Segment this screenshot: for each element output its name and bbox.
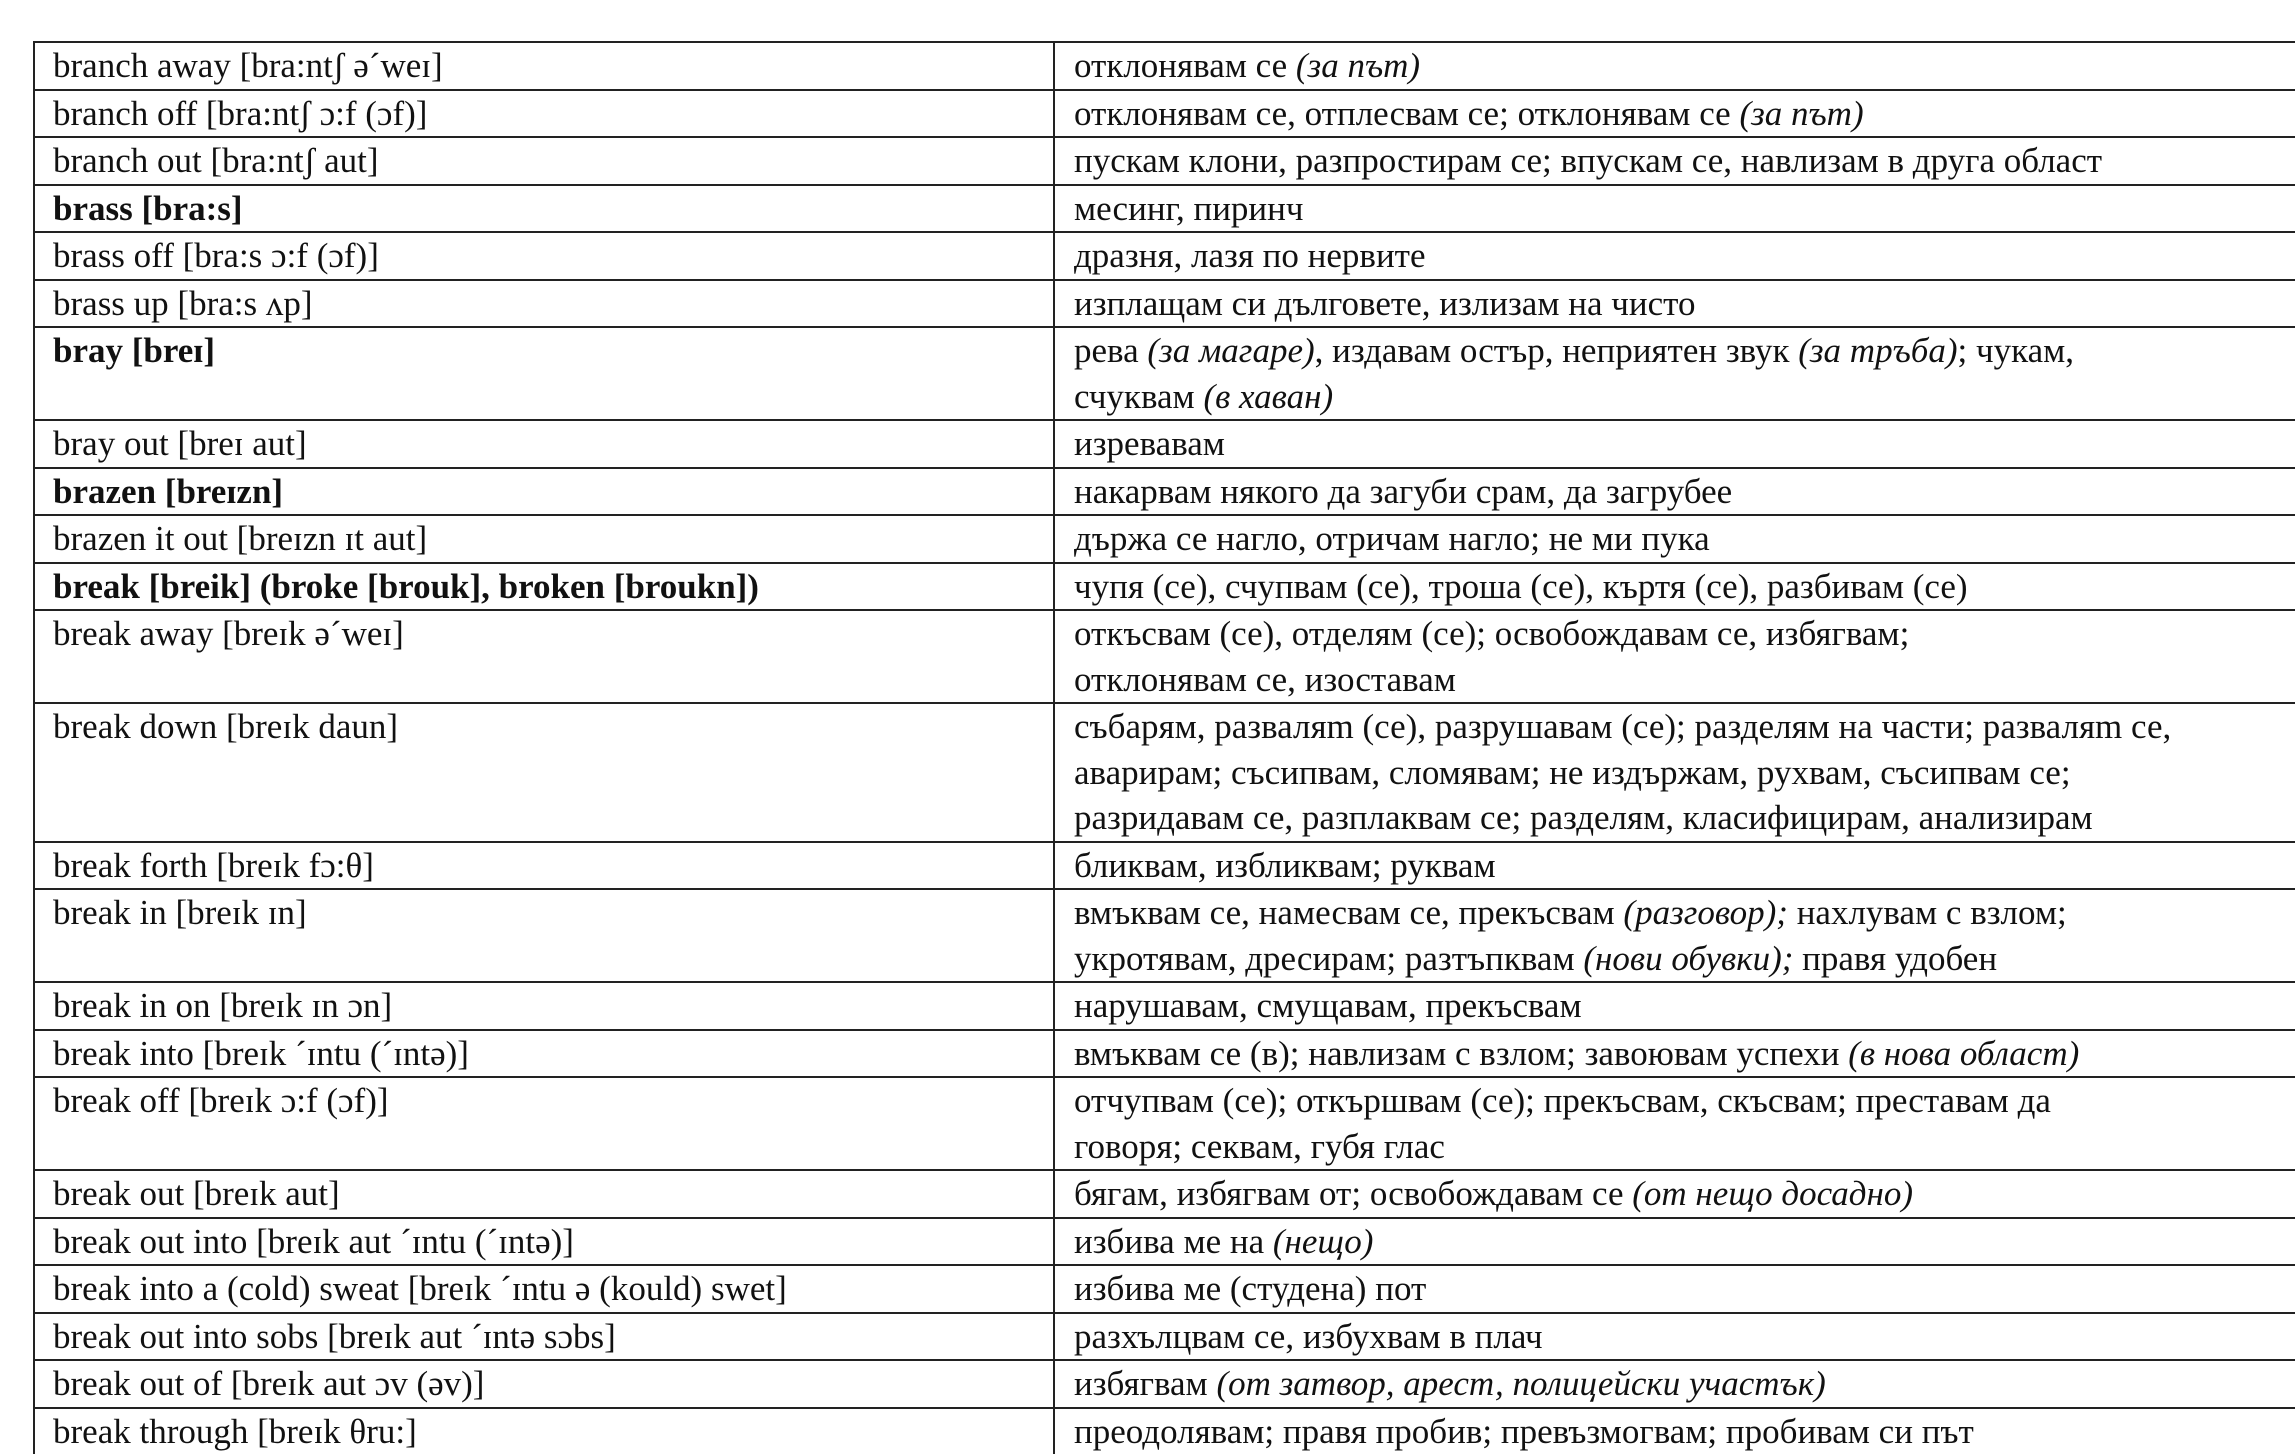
table-row (34, 982, 2295, 1030)
translation-line (1074, 43, 2295, 89)
table-row (34, 842, 2295, 890)
translation-line (1074, 374, 2295, 420)
english-term: branch away [bra:ntʃ ə´weɪ] (34, 42, 1054, 90)
bulgarian-translation (1054, 842, 2295, 890)
translation-text: счуквам (1074, 377, 1203, 416)
translation-text: разхълцвам се, избухвам в плач (1074, 1317, 1543, 1356)
usage-note: (за тръба) (1798, 331, 1957, 370)
translation-text: вмъквам се (в); навлизам с взлом; завоювам успехи (1074, 1034, 1848, 1073)
translation-text: избива ме (студена) пот (1074, 1269, 1426, 1308)
bulgarian-translation (1054, 1077, 2295, 1170)
translation-text: изплащам си дълговете, излизам на чисто (1074, 284, 1695, 323)
translation-text: отклонявам се (1074, 46, 1296, 85)
translation-line (1074, 564, 2295, 610)
english-term: break out of [breɪk aut ɔv (əv)] (34, 1360, 1054, 1408)
bulgarian-translation (1054, 1030, 2295, 1078)
bulgarian-translation (1054, 42, 2295, 90)
translation-text: отклонявам се, отплесвам се; отклонявам се (1074, 94, 1739, 133)
translation-text: преодолявам; правя пробив; превъзмогвам; пробивам си път (1074, 1412, 1974, 1451)
english-term: break out into sobs [breɪk aut ´ɪntə sɔbs] (34, 1313, 1054, 1361)
usage-note: (от нещо досадно) (1632, 1174, 1913, 1213)
translation-text: чупя (се), счупвам (се), троша (се), къртя (се), разбивам (се) (1074, 567, 1968, 606)
translation-line (1074, 469, 2295, 515)
usage-note: (за път) (1739, 94, 1863, 133)
bulgarian-translation (1054, 515, 2295, 563)
usage-note: (за път) (1296, 46, 1420, 85)
table-row (34, 889, 2295, 982)
translation-line (1074, 328, 2295, 374)
bulgarian-translation (1054, 1170, 2295, 1218)
english-term: brazen it out [breɪzn ɪt aut] (34, 515, 1054, 563)
bulgarian-translation (1054, 185, 2295, 233)
translation-line (1074, 983, 2295, 1029)
bulgarian-translation (1054, 232, 2295, 280)
translation-text: укротявам, дресирам; разтъпквам (1074, 939, 1583, 978)
bulgarian-translation (1054, 563, 2295, 611)
translation-text: отклонявам се, изоставам (1074, 660, 1456, 699)
bulgarian-translation (1054, 1265, 2295, 1313)
english-term: break into [breɪk ´ɪntu (´ɪntə)] (34, 1030, 1054, 1078)
translation-line (1074, 186, 2295, 232)
translation-line (1074, 281, 2295, 327)
table-row (34, 137, 2295, 185)
table-row (34, 1218, 2295, 1266)
translation-text: говоря; секвам, губя глас (1074, 1127, 1445, 1166)
english-term: break off [breɪk ɔ:f (ɔf)] (34, 1077, 1054, 1170)
bulgarian-translation (1054, 420, 2295, 468)
translation-line (1074, 750, 2295, 796)
table-row (34, 1313, 2295, 1361)
translation-line (1074, 611, 2295, 657)
english-term: break in on [breɪk ɪn ɔn] (34, 982, 1054, 1030)
english-term: bray [breɪ] (34, 327, 1054, 420)
translation-text: нарушавам, смущавам, прекъсвам (1074, 986, 1582, 1025)
table-row (34, 232, 2295, 280)
usage-note: (в хаван) (1203, 377, 1333, 416)
usage-note: (разговор); (1623, 893, 1788, 932)
english-term: break forth [breɪk fɔ:θ] (34, 842, 1054, 890)
english-term: break [breik] (broke [brouk], broken [broukn]) (34, 563, 1054, 611)
translation-line (1074, 1078, 2295, 1124)
translation-line (1074, 1266, 2295, 1312)
translation-text: държа се нагло, отричам нагло; не ми пука (1074, 519, 1710, 558)
english-term: break out [breɪk aut] (34, 1170, 1054, 1218)
table-row (34, 420, 2295, 468)
translation-text: рева (1074, 331, 1147, 370)
english-term: bray out [breɪ aut] (34, 420, 1054, 468)
translation-text: нахлувам с взлом; (1788, 893, 2067, 932)
bulgarian-translation (1054, 137, 2295, 185)
translation-line (1074, 1314, 2295, 1360)
translation-text: избива ме на (1074, 1222, 1273, 1261)
translation-line (1074, 421, 2295, 467)
translation-text: дразня, лазя по нервите (1074, 236, 1426, 275)
bulgarian-translation (1054, 90, 2295, 138)
table-row (34, 1408, 2295, 1454)
translation-line (1074, 795, 2295, 841)
bulgarian-translation (1054, 468, 2295, 516)
english-term: break in [breɪk ɪn] (34, 889, 1054, 982)
english-term: brass up [bra:s ʌp] (34, 280, 1054, 328)
table-row (34, 1265, 2295, 1313)
table-row (34, 90, 2295, 138)
translation-text: месинг, пиринч (1074, 189, 1303, 228)
english-term: break through [breɪk θru:] (34, 1408, 1054, 1454)
translation-text: отчупвам (се); откършвам (се); прекъсвам, скъсвам; преставам да (1074, 1081, 2051, 1120)
english-term: branch off [bra:ntʃ ɔ:f (ɔf)] (34, 90, 1054, 138)
translation-text: избягвам (1074, 1364, 1216, 1403)
table-row (34, 1077, 2295, 1170)
table-row (34, 1030, 2295, 1078)
phrasal-verb-table (33, 41, 2295, 1454)
table-row (34, 468, 2295, 516)
english-term: brass [bra:s] (34, 185, 1054, 233)
english-term: branch out [bra:ntʃ aut] (34, 137, 1054, 185)
bulgarian-translation (1054, 982, 2295, 1030)
translation-line (1074, 1124, 2295, 1170)
translation-text: разридавам се, разплаквам се; разделям, класифицирам, анализирам (1074, 798, 2093, 837)
bulgarian-translation (1054, 1408, 2295, 1454)
translation-line (1074, 91, 2295, 137)
table-row (34, 280, 2295, 328)
table-body (34, 42, 2295, 1454)
translation-line (1074, 704, 2295, 750)
bulgarian-translation (1054, 1360, 2295, 1408)
translation-line (1074, 233, 2295, 279)
table-row (34, 563, 2295, 611)
translation-line (1074, 843, 2295, 889)
bulgarian-translation (1054, 1218, 2295, 1266)
table-row (34, 610, 2295, 703)
table-row (34, 1170, 2295, 1218)
table-row (34, 185, 2295, 233)
translation-line (1074, 1171, 2295, 1217)
english-term: brass off [bra:s ɔ:f (ɔf)] (34, 232, 1054, 280)
table-row (34, 703, 2295, 842)
translation-text: правя удобен (1793, 939, 1997, 978)
translation-text: ; чукам, (1958, 331, 2074, 370)
translation-line (1074, 138, 2295, 184)
english-term: brazen [breɪzn] (34, 468, 1054, 516)
usage-note: (за магаре) (1147, 331, 1314, 370)
translation-text: накарвам някого да загуби срам, да загрубее (1074, 472, 1732, 511)
bulgarian-translation (1054, 703, 2295, 842)
bulgarian-translation (1054, 889, 2295, 982)
translation-text: , издавам остър, неприятен звук (1315, 331, 1799, 370)
usage-note: (от затвор, арест, полицейски участък) (1216, 1364, 1825, 1403)
translation-text: изревавам (1074, 424, 1225, 463)
translation-line (1074, 936, 2295, 982)
table-row (34, 42, 2295, 90)
translation-line (1074, 1031, 2295, 1077)
table-row (34, 327, 2295, 420)
english-term: break down [breɪk daun] (34, 703, 1054, 842)
bulgarian-translation (1054, 280, 2295, 328)
translation-line (1074, 657, 2295, 703)
translation-line (1074, 890, 2295, 936)
translation-text: откъсвам (се), отделям (се); освобождавам се, избягвам; (1074, 614, 1909, 653)
english-term: break into a (cold) sweat [breɪk ´ɪntu ə (kould) swet] (34, 1265, 1054, 1313)
translation-text: вмъквам се, намесвам се, прекъсвам (1074, 893, 1623, 932)
english-term: break out into [breɪk aut ´ɪntu (´ɪntə)] (34, 1218, 1054, 1266)
translation-text: аварирам; съсипвам, сломявам; не издържам, рухвам, съсипвам се; (1074, 753, 2071, 792)
translation-line (1074, 1219, 2295, 1265)
translation-text: пускам клони, разпростирам се; впускам се, навлизам в друга област (1074, 141, 2102, 180)
english-term: break away [breɪk ə´weɪ] (34, 610, 1054, 703)
bulgarian-translation (1054, 610, 2295, 703)
translation-text: бликвам, избликвам; руквам (1074, 846, 1496, 885)
usage-note: (нови обувки); (1583, 939, 1793, 978)
table-row (34, 1360, 2295, 1408)
translation-text: бягам, избягвам от; освобождавам се (1074, 1174, 1632, 1213)
table-row (34, 515, 2295, 563)
usage-note: (в нова област) (1848, 1034, 2079, 1073)
translation-line (1074, 1361, 2295, 1407)
bulgarian-translation (1054, 1313, 2295, 1361)
translation-line (1074, 1409, 2295, 1454)
translation-line (1074, 516, 2295, 562)
usage-note: (нещо) (1273, 1222, 1374, 1261)
translation-text: събарям, разваляm (се), разрушавам (се); разделям на части; разваляm се, (1074, 707, 2171, 746)
bulgarian-translation (1054, 327, 2295, 420)
